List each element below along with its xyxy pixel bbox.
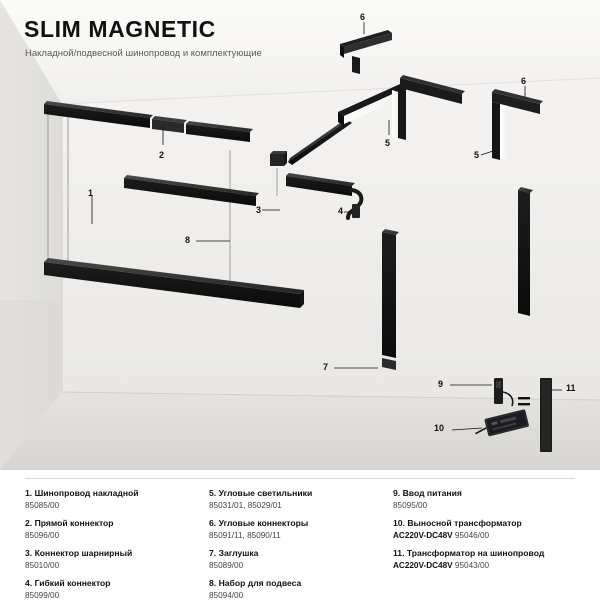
callout-5b: 5 [474, 150, 480, 160]
legend-item-title: Набор для подвеса [218, 578, 302, 588]
legend-item-codes: 85094/00 [209, 591, 244, 600]
legend-column-3 [393, 488, 577, 608]
legend-item-codes: 85085/00 [25, 501, 60, 510]
legend-item [25, 488, 201, 511]
callout-1: 1 [88, 188, 94, 198]
legend-item-number: 2. [25, 518, 33, 528]
legend-item-name [209, 518, 385, 529]
legend-item [393, 488, 569, 511]
callout-9: 9 [438, 379, 444, 389]
legend-item-number: 5. [209, 488, 217, 498]
legend-item [25, 518, 201, 541]
legend-item-title: Угловые коннекторы [218, 518, 309, 528]
legend-item-number: 6. [209, 518, 217, 528]
legend-item-codes [393, 560, 569, 571]
callout-10: 10 [434, 423, 445, 433]
legend-item-name [209, 488, 385, 499]
legend-item [209, 518, 385, 541]
legend-item-code: 95046/00 [454, 531, 490, 540]
legend-item-name [25, 518, 201, 529]
legend-item-name [393, 488, 569, 499]
legend-item-title: Гибкий коннектор [34, 578, 111, 588]
legend-item [209, 488, 385, 511]
legend-item-number: 9. [393, 488, 401, 498]
callout-5a: 5 [385, 138, 391, 148]
legend-item-title: Ввод питания [402, 488, 462, 498]
legend-item-name [209, 548, 385, 559]
legend-item-name [25, 548, 201, 559]
legend-item-codes: 85099/00 [25, 591, 60, 600]
callout-6a: 6 [360, 12, 366, 22]
legend-item-codes: 85091/11, 85090/11 [209, 531, 281, 540]
legend-item-codes: 85031/01, 85029/01 [209, 501, 282, 510]
page-subtitle: Накладной/подвесной шинопровод и комплектующие [25, 48, 262, 59]
legend-column-1 [25, 488, 209, 608]
legend-item [209, 578, 385, 601]
legend-item-number: 4. [25, 578, 33, 588]
legend-item-title: Трансформатор на шинопровод [406, 548, 545, 558]
legend-item-title: Прямой коннектор [34, 518, 114, 528]
callout-7: 7 [323, 362, 329, 372]
legend-item-name [209, 578, 385, 589]
callout-4: 4 [338, 206, 344, 216]
legend-divider [25, 478, 575, 479]
legend-item-title: Выносной трансформатор [407, 518, 522, 528]
legend-item-voltage: AC220V-DC48V [393, 561, 453, 570]
legend-item-title: Коннектор шарнирный [34, 548, 133, 558]
legend-item-name [393, 548, 569, 559]
legend-item [393, 518, 569, 541]
legend-column-2 [209, 488, 393, 608]
callout-2: 2 [159, 150, 165, 160]
legend-item-name [25, 488, 201, 499]
legend-item-code: 95043/00 [454, 561, 490, 570]
legend-item [25, 548, 201, 571]
legend-item-number: 11. [393, 548, 405, 558]
legend-item-title: Угловые светильники [218, 488, 313, 498]
callout-3: 3 [256, 205, 262, 215]
legend-item-voltage: AC220V-DC48V [393, 531, 453, 540]
transformer-on-track-11 [540, 378, 552, 452]
legend-item-codes: 85095/00 [393, 501, 428, 510]
legend-item-number: 10. [393, 518, 405, 528]
legend-item-number: 7. [209, 548, 217, 558]
legend-item-title: Заглушка [218, 548, 259, 558]
legend-item-codes: 85089/00 [209, 561, 244, 570]
legend-item-codes: 85010/00 [25, 561, 60, 570]
legend-item-number: 8. [209, 578, 217, 588]
legend-item-number: 3. [25, 548, 33, 558]
legend-panel [0, 470, 600, 600]
legend-item-number: 1. [25, 488, 33, 498]
legend-item-title: Шинопровод накладной [34, 488, 139, 498]
legend-item [25, 578, 201, 601]
legend-item-name [25, 578, 201, 589]
callout-11: 11 [566, 383, 576, 393]
page-title: SLIM MAGNETIC [24, 16, 216, 42]
callout-8: 8 [185, 235, 191, 245]
legend-columns [25, 488, 577, 608]
legend-item-name [393, 518, 569, 529]
legend-item [393, 548, 569, 571]
legend-item-codes: 85096/00 [25, 531, 60, 540]
callout-6b: 6 [521, 76, 527, 86]
legend-item-codes [393, 530, 569, 541]
legend-item [209, 548, 385, 571]
